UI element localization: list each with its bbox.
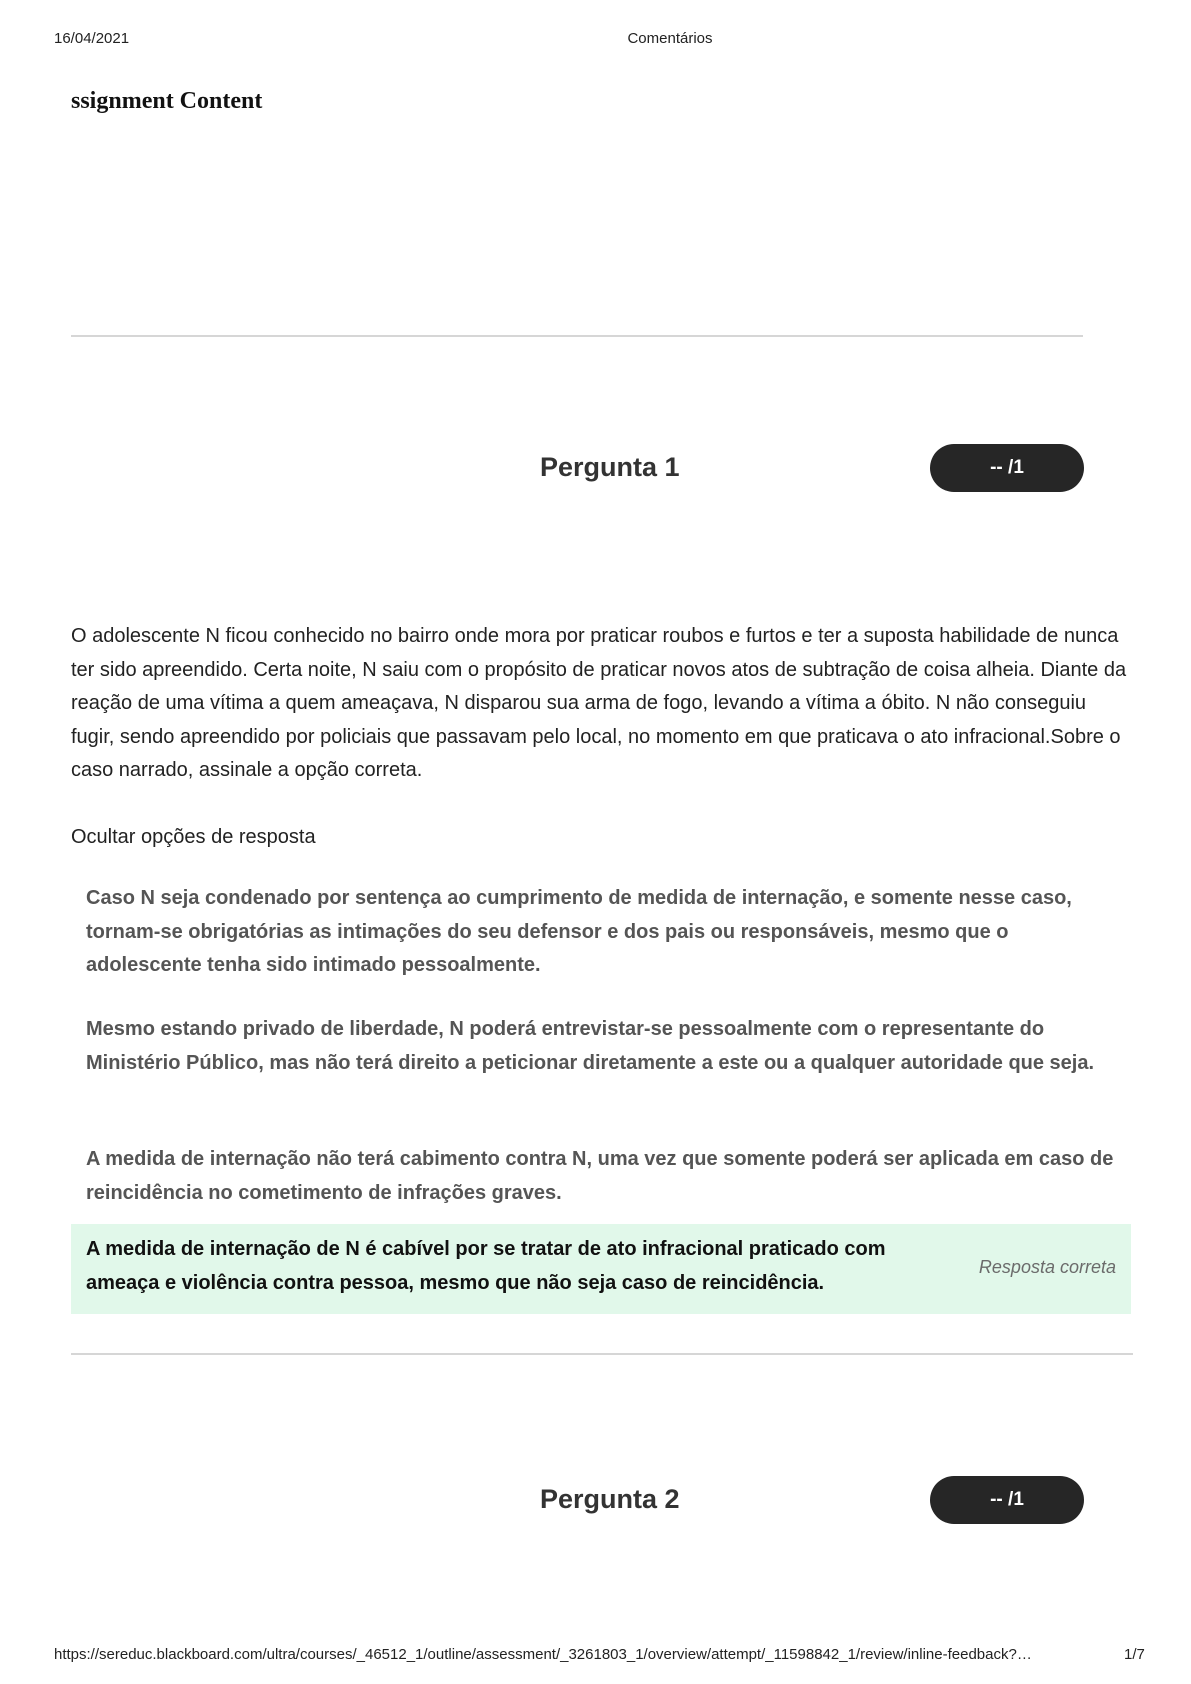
divider xyxy=(71,335,1083,337)
print-page-title: Comentários xyxy=(627,30,713,47)
print-page-number: 1/7 xyxy=(1124,1646,1145,1663)
print-footer-url: https://sereduc.blackboard.com/ultra/courses/_46512_1/outline/assessment/_3261803_1/overview/attempt/_11598842_1/review/inline-feedback?… xyxy=(54,1646,1032,1663)
question-2-title: Pergunta 2 xyxy=(540,1484,680,1514)
question-1-score-badge: -- /1 xyxy=(930,444,1084,492)
print-date: 16/04/2021 xyxy=(54,30,130,47)
divider xyxy=(71,1353,1133,1355)
question-2-score-badge: -- /1 xyxy=(930,1476,1084,1524)
assignment-content-heading: ssignment Content xyxy=(71,88,263,114)
question-1-text: O adolescente N ficou conhecido no bairro onde mora por praticar roubos e furtos e ter a suposta habilidade de nunca ter sido apreendido. Certa noite, N saiu com o propósito de praticar novos atos de subtração de coisa alheia. Diante da reação de uma vítima a quem ameaçava, N disparou sua arma de fogo, levando a vítima a óbito. N não conseguiu fugir, sendo apreendido por policiais que passavam pelo local, no momento em que praticava o ato infracional.Sobre o caso narrado, assinale a opção correta. xyxy=(71,625,1127,781)
correct-answer-text: A medida de internação de N é cabível por se tratar de ato infracional praticado com ameaça e violência contra pessoa, mesmo que não seja caso de reincidência. xyxy=(86,1238,886,1294)
hide-answer-options-toggle[interactable]: Ocultar opções de resposta xyxy=(71,826,316,848)
answer-option-3: A medida de internação não terá cabimento contra N, uma vez que somente poderá ser aplicada em caso de reincidência no cometimento de infrações graves. xyxy=(86,1148,1114,1204)
question-1-title: Pergunta 1 xyxy=(540,452,680,482)
answer-option-1: Caso N seja condenado por sentença ao cumprimento de medida de internação, e somente nesse caso, tornam-se obrigatórias as intimações do seu defensor e dos pais ou responsáveis, mesmo que o adolescente tenha sido intimado pessoalmente. xyxy=(86,887,1072,976)
correct-answer-label: Resposta correta xyxy=(978,1257,1116,1277)
answer-option-4-correct xyxy=(71,1224,1131,1314)
answer-option-2: Mesmo estando privado de liberdade, N poderá entrevistar-se pessoalmente com o representante do Ministério Público, mas não terá direito a peticionar diretamente a este ou a qualquer autoridade que seja. xyxy=(86,1018,1095,1074)
